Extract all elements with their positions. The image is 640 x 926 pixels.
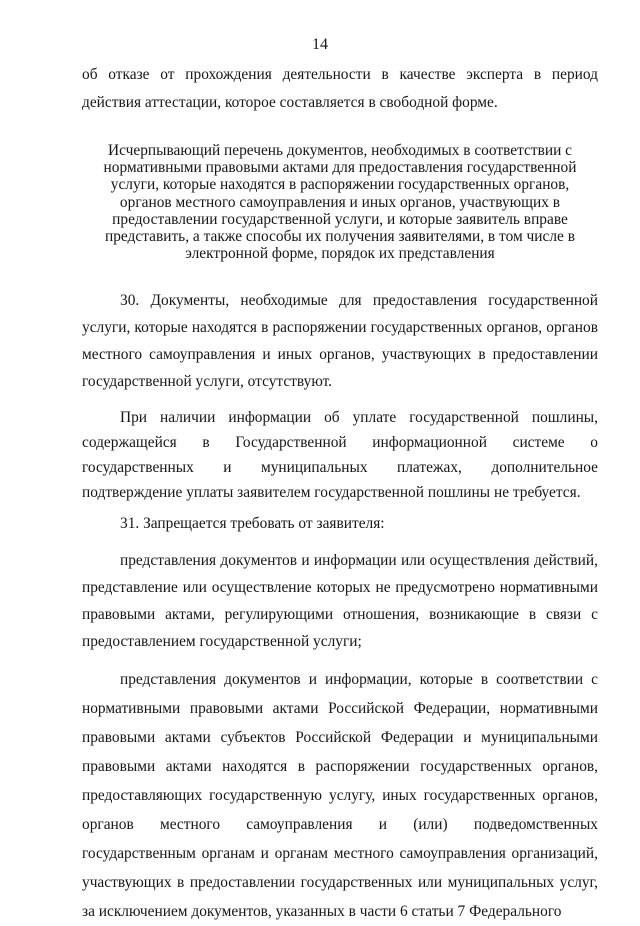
requirement-item-2: представления документов и информации, которые в соответствии с нормативными правовыми актами Российской Федерации, нормативными правовыми актами субъектов Российской Федерации и муниципальными правовыми актами находятся в распоряжении государственных органов, предоставляющих государственную услугу, иных государственных органов, органов местного самоуправления и (или) подведомственных государственным органам и органам местного самоуправления организаций, участвующих в предоставлении государственных или муниципальных услуг, за исключением документов, указанных в части 6 статьи 7 Федерального [82, 671, 598, 921]
page-number: 14 [312, 36, 328, 53]
lead-paragraph: об отказе от прохождения деятельности в качестве эксперта в период действия аттестации, которое составляется в свободной форме. [82, 66, 598, 111]
requirement-item-1: представления документов и информации или осуществления действий, представление или осуществление которых не предусмотрено нормативными правовыми актами, регулирующими отношения, возникающие в связи с предоставлением государственной услуги; [82, 552, 598, 651]
payment-info-paragraph: При наличии информации об уплате государственной пошлины, содержащейся в Государственной информационной системе о государственных и муниципальных платежах, дополнительное подтверждение уплаты заявителем государственной пошлины не требуется. [82, 409, 598, 502]
section-30-paragraph: 30. Документы, необходимые для предоставления государственной услуги, которые находятся в распоряжении государственных органов, органов местного самоуправления и иных органов, участвующих в предоставлении государственной услуги, отсутствуют. [82, 292, 598, 391]
document-body [82, 61, 598, 926]
section-31-paragraph: 31. Запрещается требовать от заявителя: [120, 515, 385, 533]
section-heading: Исчерпывающий перечень документов, необходимых в соответствии с нормативными правовыми актами для предоставления государственной услуги, которые находятся в распоряжении государственных органов, органов местного самоуправления и иных органов, участвующих в предоставлении государственной услуги, и которые заявитель вправе представить, а также способы их получения заявителями, в том числе в электронной форме, порядок их представления [103, 142, 577, 263]
